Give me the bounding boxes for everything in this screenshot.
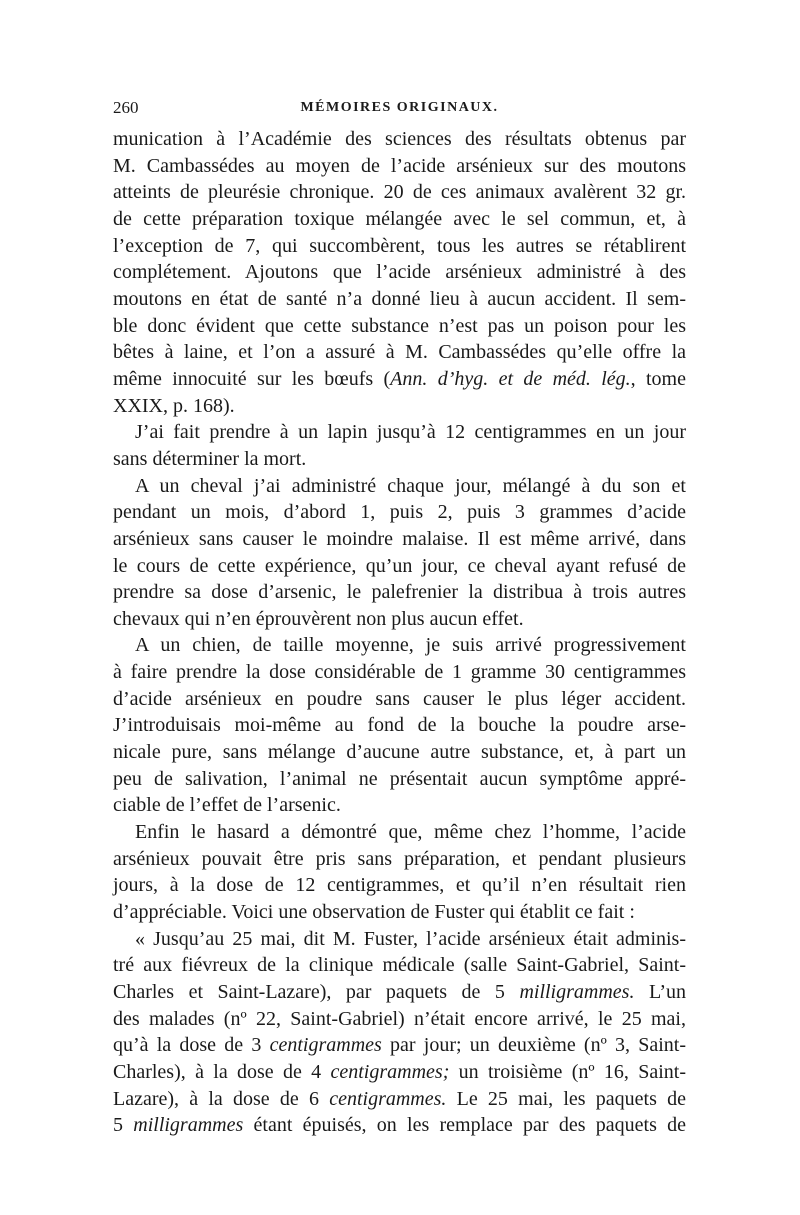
text-segment: arsénieux pouvait être pris sans préparation, et pendant plusieurs: [113, 847, 686, 870]
text-segment: atteints de pleurésie chronique. 20 de ces animaux avalèrent 32 gr.: [113, 181, 686, 204]
text-line: [113, 179, 686, 206]
text-line: [113, 339, 686, 366]
text-line: [113, 1006, 686, 1033]
text-line: [113, 393, 686, 420]
text-segment: Le 25 mai, les paquets de: [446, 1087, 686, 1110]
text-segment: Charles), à la dose de 4: [113, 1060, 331, 1083]
text-line: [113, 153, 686, 180]
text-segment: le cours de cette expérience, qu’un jour, ce cheval ayant refusé de: [113, 554, 686, 577]
page-number: 260: [113, 98, 139, 117]
text-segment: jours, à la dose de 12 centigrammes, et qu’il n’en résultait rien: [113, 874, 686, 897]
text-line: [113, 659, 686, 686]
running-head: MÉMOIRES ORIGINAUX.: [300, 100, 499, 115]
text-line: [113, 499, 686, 526]
text-segment: d’appréciable. Voici une observation de Fuster qui établit ce fait :: [113, 901, 635, 924]
text-segment: bêtes à laine, et l’on a assuré à M. Cambassédes qu’elle offre la: [113, 341, 686, 364]
text-line: [113, 1086, 686, 1113]
text-segment: L’un: [634, 981, 686, 1003]
text-segment: sans déterminer la mort.: [113, 447, 307, 470]
text-segment: A un chien, de taille moyenne, je suis arrivé progressivement: [135, 634, 686, 657]
text-line: [113, 446, 686, 473]
text-segment: à faire prendre la dose considérable de 1 gramme 30 centigrammes: [113, 661, 686, 684]
text-segment: , tome: [630, 367, 686, 390]
text-segment: l’exception de 7, qui succombèrent, tous les autres se rétablirent: [113, 234, 686, 257]
text-line: [113, 313, 686, 340]
text-segment: un troisième (nº 16, Saint-: [449, 1060, 686, 1083]
text-segment: tré aux fiévreux de la clinique médicale (salle Saint-Gabriel, Saint-: [113, 954, 686, 977]
text-line: [113, 286, 686, 313]
text-line: [113, 606, 686, 633]
text-segment: Charles et Saint-Lazare), par paquets de 5: [113, 981, 520, 1003]
text-segment: M. Cambassédes au moyen de l’acide arsénieux sur des moutons: [113, 154, 686, 177]
italic-text: milligrammes: [133, 1114, 244, 1137]
text-line: [113, 206, 686, 233]
text-segment: par jour; un deuxième (nº 3, Saint-: [381, 1034, 686, 1057]
text-segment: A un cheval j’ai administré chaque jour, mélangé à du son et: [135, 474, 686, 497]
text-segment: 5: [113, 1114, 134, 1137]
text-segment: XXIX, p. 168).: [113, 394, 235, 417]
book-page: [113, 98, 686, 1139]
italic-text: Ann. d’hyg. et de méd. lég.: [390, 367, 631, 390]
text-segment: pendant un mois, d’abord 1, puis 2, puis 3 grammes d’acide: [113, 501, 686, 524]
text-segment: peu de salivation, l’animal ne présentait aucun symptôme appré-: [113, 767, 686, 790]
text-line: [113, 259, 686, 286]
text-line: [113, 979, 686, 1006]
text-segment: « Jusqu’au 25 mai, dit M. Fuster, l’acide arsénieux était adminis-: [135, 927, 686, 950]
text-line: [113, 766, 686, 793]
text-line: [113, 926, 686, 953]
text-segment: chevaux qui n’en éprouvèrent non plus aucun effet.: [113, 607, 524, 630]
text-line: [113, 792, 686, 819]
text-line: [113, 233, 686, 260]
text-line: [113, 872, 686, 899]
text-segment: de cette préparation toxique mélangée avec le sel commun, et, à: [113, 207, 686, 230]
body-text: [113, 126, 686, 1139]
italic-text: milligrammes.: [519, 981, 635, 1003]
text-line: [113, 473, 686, 500]
italic-text: centigrammes: [269, 1034, 382, 1057]
text-segment: munication à l’Académie des sciences des résultats obtenus par: [113, 128, 686, 150]
text-line: [113, 553, 686, 580]
text-line: [113, 419, 686, 446]
text-segment: même innocuité sur les bœufs (: [113, 367, 391, 390]
text-line: [113, 712, 686, 739]
text-line: [113, 526, 686, 553]
text-segment: Enfin le hasard a démontré que, même chez l’homme, l’acide: [135, 821, 686, 844]
text-segment: d’acide arsénieux en poudre sans causer le plus léger accident.: [113, 687, 686, 710]
italic-text: centigrammes;: [330, 1060, 450, 1083]
text-segment: étant épuisés, on les remplace par des paquets de: [243, 1114, 686, 1137]
italic-text: centigrammes.: [329, 1087, 447, 1110]
text-line: [113, 632, 686, 659]
text-line: [113, 579, 686, 606]
text-line: [113, 899, 686, 926]
text-segment: arsénieux sans causer le moindre malaise. Il est même arrivé, dans: [113, 527, 686, 550]
text-segment: J’ai fait prendre à un lapin jusqu’à 12 centigrammes en un jour: [135, 421, 686, 444]
text-segment: ciable de l’effet de l’arsenic.: [113, 794, 341, 817]
text-line: [113, 952, 686, 979]
text-segment: complétement. Ajoutons que l’acide arsénieux administré à des: [113, 261, 686, 284]
text-line: [113, 1059, 686, 1086]
text-line: [113, 1112, 686, 1139]
text-line: [113, 366, 686, 393]
text-segment: J’introduisais moi-même au fond de la bouche la poudre arse-: [113, 714, 686, 737]
text-line: [113, 739, 686, 766]
text-segment: nicale pure, sans mélange d’aucune autre substance, et, à part un: [113, 741, 686, 764]
text-line: [113, 126, 686, 153]
text-segment: Lazare), à la dose de 6: [113, 1087, 330, 1110]
text-segment: ble donc évident que cette substance n’est pas un poison pour les: [113, 314, 686, 337]
text-segment: des malades (nº 22, Saint-Gabriel) n’était encore arrivé, le 25 mai,: [113, 1007, 686, 1030]
text-segment: qu’à la dose de 3: [113, 1034, 270, 1057]
text-line: [113, 686, 686, 713]
text-segment: moutons en état de santé n’a donné lieu à aucun accident. Il sem-: [113, 287, 686, 310]
text-segment: prendre sa dose d’arsenic, le palefrenier la distribua à trois autres: [113, 581, 686, 604]
text-line: [113, 1032, 686, 1059]
text-line: [113, 846, 686, 873]
text-line: [113, 819, 686, 846]
page-header: [113, 98, 686, 122]
